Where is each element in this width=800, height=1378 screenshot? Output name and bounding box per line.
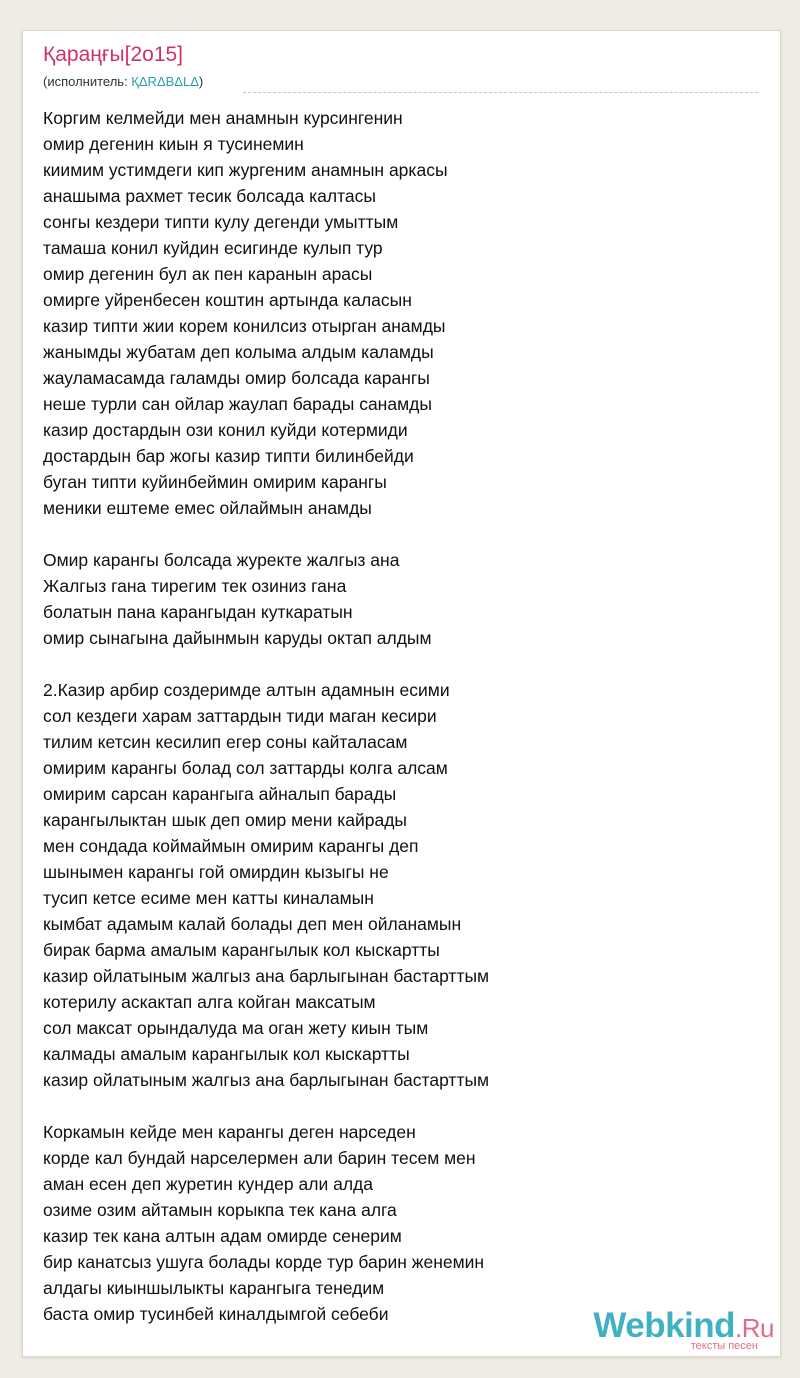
lyric-line: аман есен деп журетин кундер али алда (43, 1174, 373, 1194)
lyrics-card (22, 30, 781, 1357)
lyric-line: неше турли сан ойлар жаулап барады санамды (43, 394, 432, 414)
lyric-line: омирим карангы болад сол заттарды колга алсам (43, 758, 448, 778)
lyric-line: казир типти жии корем конилсиз отырган анамды (43, 316, 446, 336)
lyric-line: тусип кетсе есиме мен катты киналамын (43, 888, 374, 908)
artist-line (43, 74, 203, 89)
lyric-line: бир канатсыз ушуга болады корде тур барин женемин (43, 1252, 485, 1272)
lyric-line: сол кездеги харам заттардын тиди маган кесири (43, 706, 437, 726)
lyric-line: алдагы киыншылыкты карангыга тенедим (43, 1278, 385, 1298)
lyric-line: карангылыктан шык деп омир мени кайрады (43, 810, 408, 830)
stanza-break (43, 521, 753, 547)
header-divider (243, 92, 758, 93)
lyric-line: 2.Казир арбир создеримде алтын адамнын есими (43, 680, 450, 700)
lyric-line: казир ойлатыным жалгыз ана барлыгынан бастарттым (43, 966, 490, 986)
lyric-line: кымбат адамым калай болады деп мен ойланамын (43, 914, 462, 934)
site-watermark[interactable] (593, 1308, 774, 1352)
lyric-line: корде кал бундай нарселермен али барин тесем мен (43, 1148, 476, 1168)
lyric-line: омирге уйренбесен коштин артында каласын (43, 290, 412, 310)
lyric-line: казир ойлатыным жалгыз ана барлыгынан бастарттым (43, 1070, 490, 1090)
lyric-line: киимим устимдеги кип жургеним анамнын аркасы (43, 160, 448, 180)
lyric-line: анашыма рахмет тесик болсада калтасы (43, 186, 376, 206)
lyric-line: омир дегенин киын я тусинемин (43, 134, 304, 154)
lyric-line: Коркамын кейде мен карангы деген нарседен (43, 1122, 416, 1142)
lyric-line: тилим кетсин кесилип егер соны кайталасам (43, 732, 408, 752)
lyric-line: омирим сарсан карангыга айналып барады (43, 784, 397, 804)
stanza-break (43, 1093, 753, 1119)
song-title: Қараңғы[2о15] (43, 43, 184, 66)
lyric-line: тамаша конил куйдин есигинде кулып тур (43, 238, 383, 258)
lyric-line: меники ештеме емес ойлаймын анамды (43, 498, 372, 518)
artist-suffix: ) (198, 74, 204, 89)
watermark-brand: Webkind (593, 1306, 736, 1345)
lyric-line: омир дегенин бул ак пен каранын арасы (43, 264, 373, 284)
lyric-line: болатын пана карангыдан куткаратын (43, 602, 353, 622)
lyric-line: казир тек кана алтын адам омирде сенерим (43, 1226, 402, 1246)
lyric-line: сол максат орындалуда ма оган жету киын тым (43, 1018, 429, 1038)
lyric-line: сонгы кездери типти кулу дегенди умыттым (43, 212, 399, 232)
lyric-line: жанымды жубатам деп колыма алдым каламды (43, 342, 434, 362)
lyric-line: котерилу аскактап алга койган максатым (43, 992, 376, 1012)
lyric-line: казир достардын ози конил куйди котермиди (43, 420, 408, 440)
lyric-line: мен сондада коймаймын омирим карангы деп (43, 836, 419, 856)
lyric-line: Жалгыз гана тирегим тек озиниз гана (43, 576, 347, 596)
lyric-line: шынымен карангы гой омирдин кызыгы не (43, 862, 389, 882)
lyric-line: достардын бар жогы казир типти билинбейди (43, 446, 414, 466)
lyric-line: жауламасамда галамды омир болсада карангы (43, 368, 430, 388)
artist-prefix: (исполнитель: (43, 74, 132, 89)
artist-link[interactable]: ҚΔRΔBΔLΔ (131, 74, 199, 89)
lyrics-text (43, 105, 753, 1327)
watermark-tld: .Ru (735, 1313, 774, 1343)
lyric-line: бирак барма амалым карангылык кол кыскартты (43, 940, 440, 960)
watermark-logo (593, 1308, 774, 1343)
lyric-line: Омир карангы болсада журекте жалгыз ана (43, 550, 400, 570)
lyric-line: озиме озим айтамын корыкпа тек кана алга (43, 1200, 397, 1220)
lyric-line: баста омир тусинбей киналдымгой себеби (43, 1304, 389, 1324)
lyric-line: калмады амалым карангылык кол кыскартты (43, 1044, 410, 1064)
watermark-tagline: тексты песен (690, 1340, 758, 1352)
stanza-break (43, 651, 753, 677)
lyric-line: буган типти куйинбеймин омирим карангы (43, 472, 387, 492)
lyric-line: Коргим келмейди мен анамнын курсингенин (43, 108, 403, 128)
lyric-line: омир сынагына дайынмын каруды октап алдым (43, 628, 432, 648)
